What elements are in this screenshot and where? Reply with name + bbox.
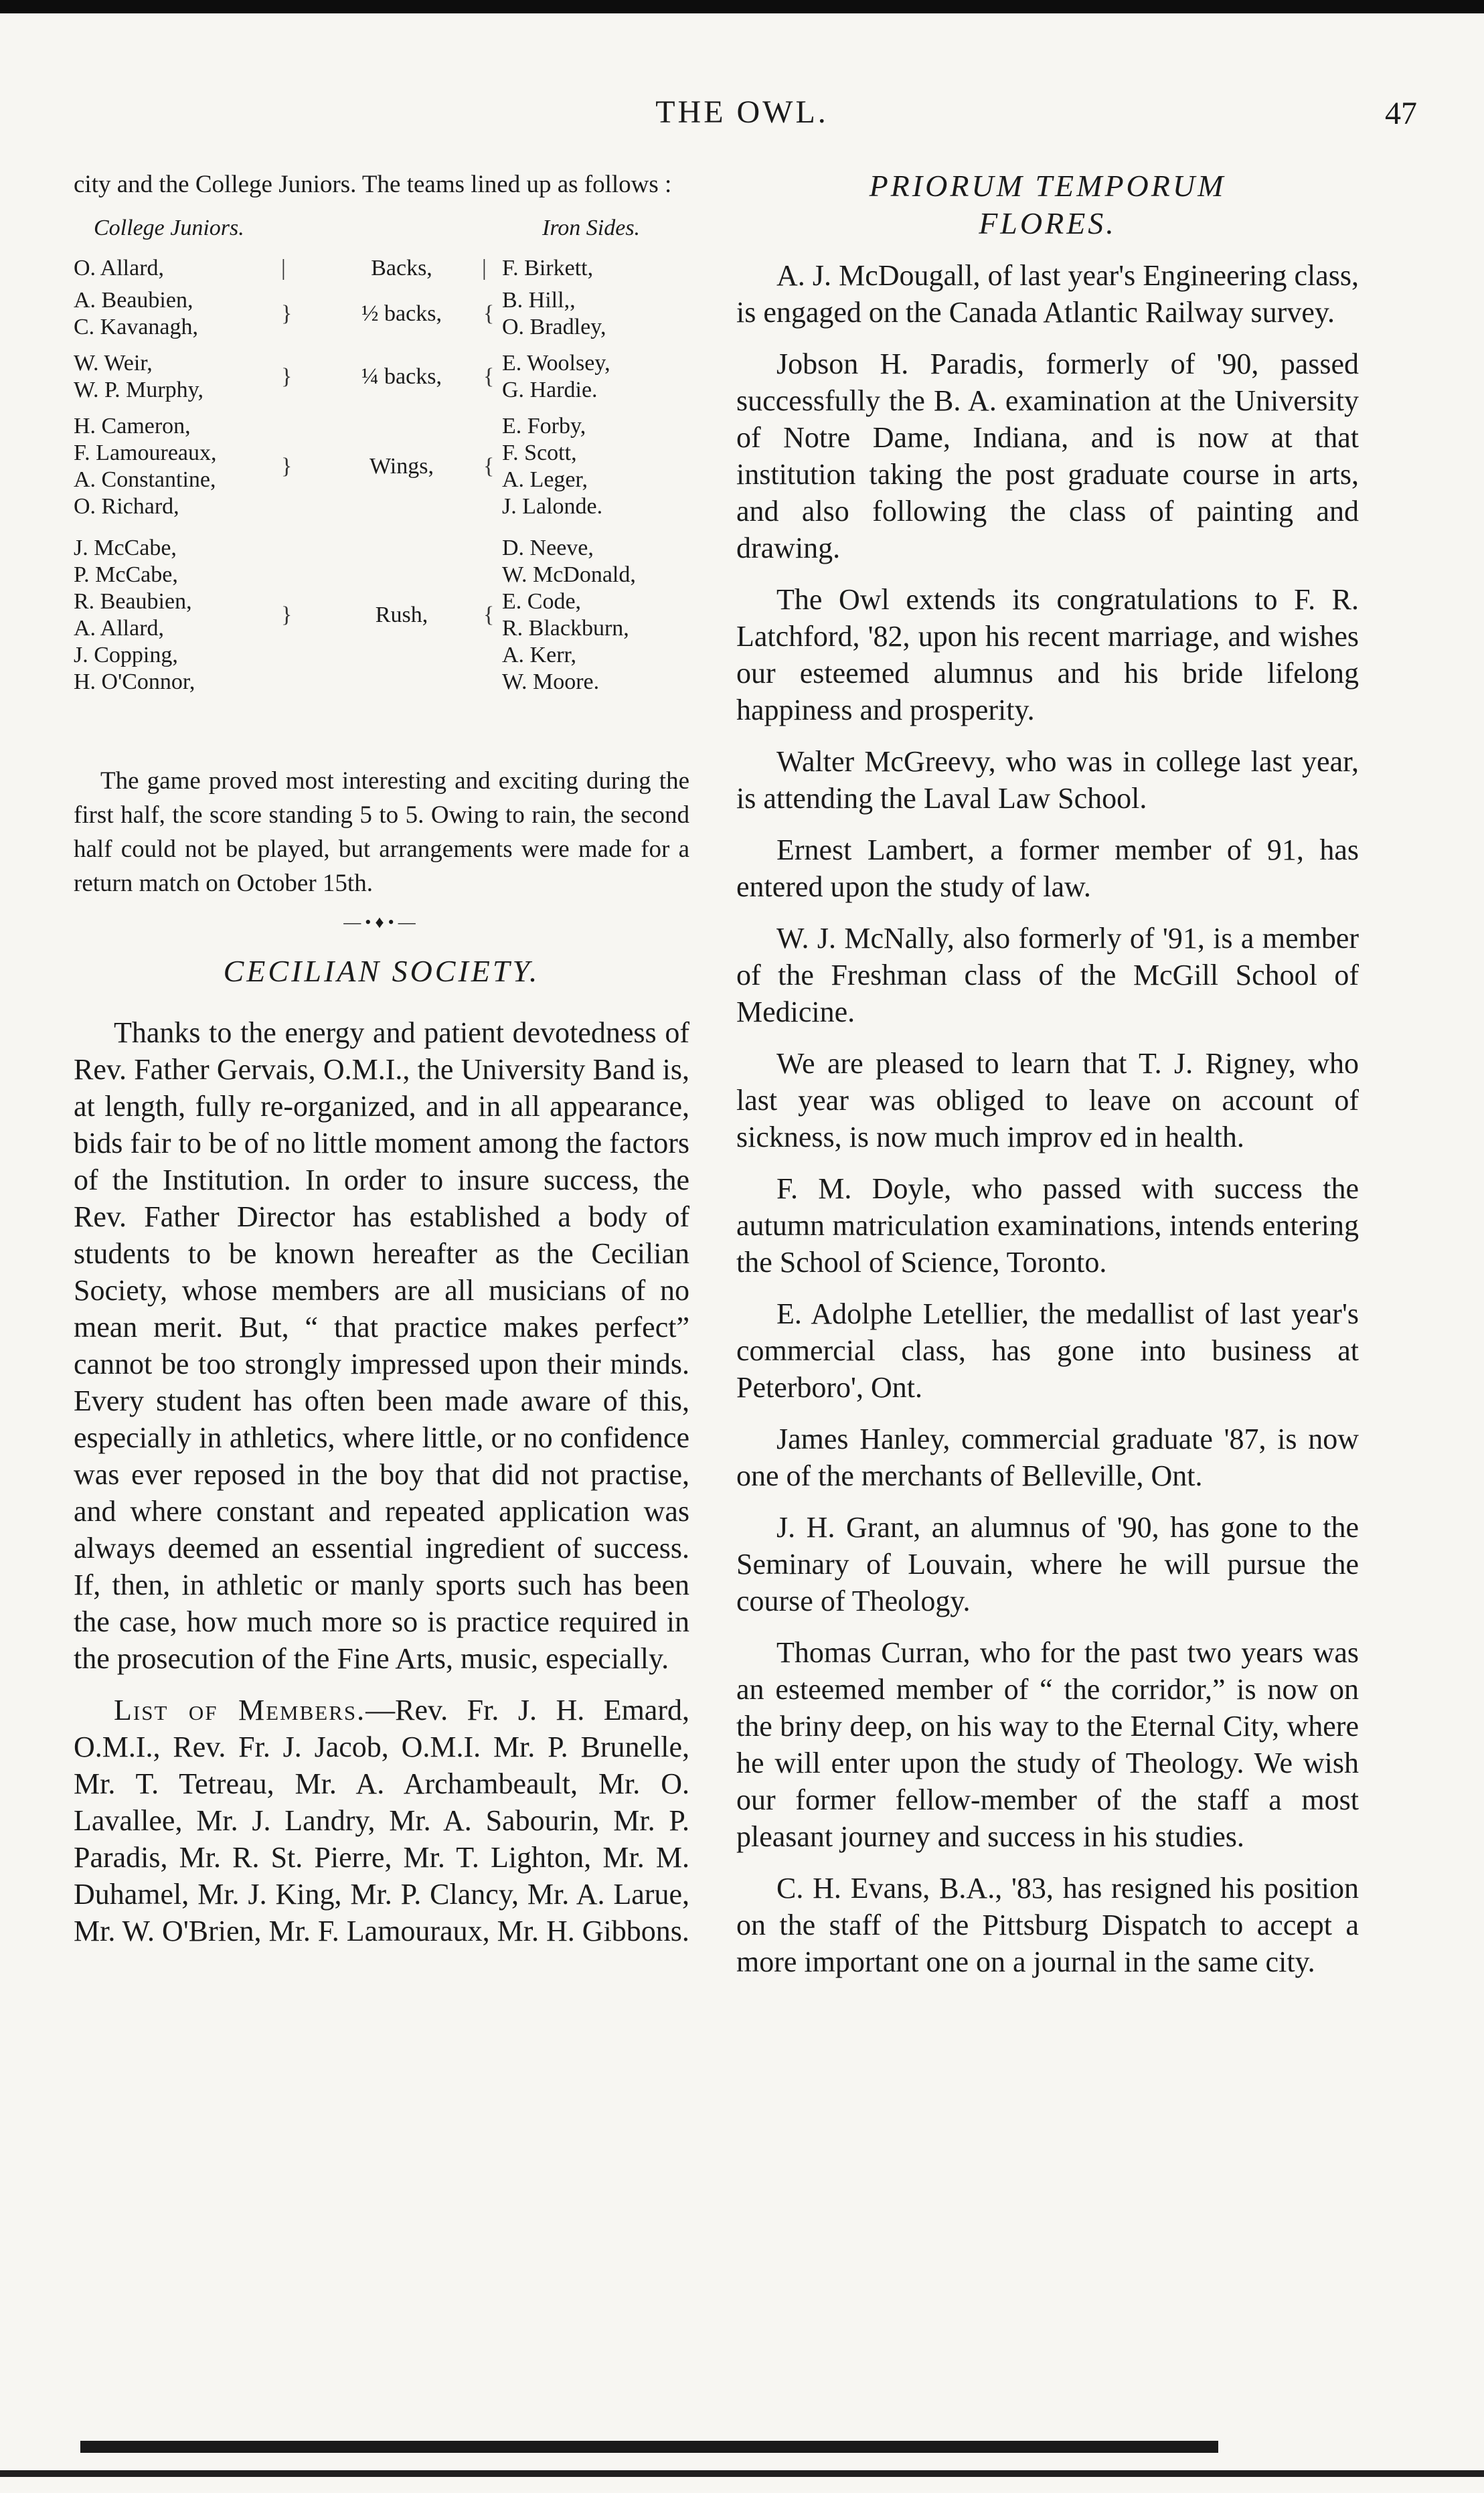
player-name: E. Forby, <box>502 414 586 438</box>
right-column <box>736 167 1359 1995</box>
page-number: 47 <box>1385 96 1417 131</box>
position-label: Rush, <box>375 602 428 627</box>
position-label: ½ backs, <box>361 301 442 326</box>
teams-intro: city and the College Juniors. The teams lined up as follows : <box>74 171 672 198</box>
player-name: A. Beaubien, <box>74 288 193 313</box>
player-name: E. Code, <box>502 589 582 614</box>
members-list-label: List of Members. <box>114 1694 366 1726</box>
news-item: James Hanley, commercial graduate '87, is now one of the merchants of Belleville, Ont. <box>736 1423 1359 1492</box>
player-name: A. Leger, <box>502 467 588 492</box>
player-name: W. Weir, <box>74 351 153 376</box>
top-rule <box>0 0 1484 13</box>
members-list-names: —Rev. Fr. J. H. Emard, O.M.I., Rev. Fr. J. Jacob, O.M.I. Mr. P. Brunelle, Mr. T. Tetreau, Mr. A. Archambeault, Mr. O. Lavallee, Mr. J. Landry, Mr. A. Sabourin, Mr. P. Paradis, Mr. R. St. Pierre, Mr. T. Lighton, Mr. M. Duhamel, Mr. J. King, Mr. P. Clancy, Mr. A. Larue, Mr. W. O'Brien, Mr. F. Lamouraux, Mr. H. Gibbons. <box>74 1694 689 1947</box>
player-name: F. Birkett, <box>502 256 594 280</box>
priorum-heading-line2: FLORES. <box>979 206 1117 240</box>
bottom-rule <box>80 2441 1218 2453</box>
player-name: W. P. Murphy, <box>74 378 203 402</box>
player-name: P. McCabe, <box>74 562 178 587</box>
news-item: E. Adolphe Letellier, the medallist of last year's commercial class, has gone into business at Peterboro', Ont. <box>736 1297 1359 1404</box>
cecilian-society-heading: CECILIAN SOCIETY. <box>223 954 540 988</box>
cecilian-society-paragraph: Thanks to the energy and patient devotedness of Rev. Father Gervais, O.M.I., the University Band is, at length, fully re-organized, and in all appearance, bids fair to be of no little moment among the factors of the Institution. In order to insure success, the Rev. Father Director has established a body of students to be known hereafter as the Cecilian Society, whose members are all musicians of no mean merit. But, “ that practice makes perfect” cannot be too strongly impressed upon their minds. Every student has often been made aware of this, especially in athletics, where little, or no confidence was ever reposed in the boy that did not practise, and where constant and repeated application was always deemed an essential ingredient of success. If, then, in athletic or manly sports such has been the case, how much more so is practice required in the prosecution of the Fine Arts, music, especially. <box>74 1016 689 1675</box>
player-name: G. Hardie. <box>502 378 598 402</box>
news-item: C. H. Evans, B.A., '83, has resigned his position on the staff of the Pittsburg Dispatch to accept a more important one on a journal in the same city. <box>736 1872 1359 1978</box>
teams-lineup: College Juniors. Iron Sides. O. Allard, | Backs, | F. Birkett, A. Beaubien, C. Kavanagh, } ½ backs, { B. Hill,, O. Bradley, W. Weir, W. P. Murphy, } ¼ backs, { E. Woolsey, G. Hardie. H. Cameron, F. Lamoureaux, A. Constantine, O. Richard, } Wings, { E. Forby, F. Scott, A. Leger, J. Lalonde. J. McCabe, P. McCabe, R. Beaubien, A. Allard, J. Copping, H. O'Connor, } Rush, { D. Neeve, W. McDonald, E. Code, R. Blackburn, A. Kerr, W. Moore. <box>74 208 689 764</box>
player-name: R. Blackburn, <box>502 616 629 641</box>
news-item: A. J. McDougall, of last year's Engineering class, is engaged on the Canada Atlantic Railway survey. <box>736 259 1359 329</box>
player-name: E. Woolsey, <box>502 351 610 376</box>
ornament-divider: —•♦•— <box>343 912 420 932</box>
position-label: Wings, <box>369 454 434 479</box>
player-name: F. Scott, <box>502 440 577 465</box>
news-item: F. M. Doyle, who passed with success the autumn matriculation examinations, intends entering the School of Science, Toronto. <box>736 1172 1359 1279</box>
player-name: A. Constantine, <box>74 467 216 492</box>
news-item: J. H. Grant, an alumnus of '90, has gone to the Seminary of Louvain, where he will pursue the course of Theology. <box>736 1511 1359 1617</box>
player-name: J. Lalonde. <box>502 494 603 519</box>
player-name: J. McCabe, <box>74 536 177 560</box>
running-head: THE OWL. <box>655 94 829 130</box>
player-name: C. Kavanagh, <box>74 315 199 339</box>
bottom-edge-rule <box>0 2470 1484 2477</box>
player-name: H. O'Connor, <box>74 669 195 694</box>
news-item: We are pleased to learn that T. J. Rigney, who last year was obliged to leave on account of sickness, is now much improv ed in health. <box>736 1047 1359 1153</box>
player-name: O. Richard, <box>74 494 179 519</box>
news-item: Jobson H. Paradis, formerly of '90, passed successfully the B. A. examination at the University of Notre Dame, Indiana, and is now at that institution taking the post graduate course in arts, and also following the class of painting and drawing. <box>736 347 1359 564</box>
player-name: A. Kerr, <box>502 643 576 667</box>
player-name: D. Neeve, <box>502 536 594 560</box>
position-label: Backs, <box>371 256 432 280</box>
news-item: The Owl extends its congratulations to F. R. Latchford, '82, upon his recent marriage, and wishes our esteemed alumnus and his bride lifelong happiness and prosperity. <box>736 583 1359 726</box>
college-juniors-header: College Juniors. <box>94 216 244 240</box>
iron-sides-header: Iron Sides. <box>542 216 641 240</box>
news-item: Ernest Lambert, a former member of 91, has entered upon the study of law. <box>736 833 1359 903</box>
player-name: J. Copping, <box>74 643 178 667</box>
player-name: O. Bradley, <box>502 315 606 339</box>
player-name: F. Lamoureaux, <box>74 440 217 465</box>
player-name: H. Cameron, <box>74 414 191 438</box>
members-list <box>74 1692 689 1949</box>
player-name: W. McDonald, <box>502 562 636 587</box>
news-item: W. J. McNally, also formerly of '91, is a member of the Freshman class of the McGill School of Medicine. <box>736 922 1359 1028</box>
player-name: A. Allard, <box>74 616 165 641</box>
news-item: Thomas Curran, who for the past two years was an esteemed member of “ the corridor,” is now on the briny deep, on his way to the Eternal City, where he will enter upon the study of Theology. We wish our former fellow-member of the staff a most pleasant journey and success in his studies. <box>736 1636 1359 1853</box>
left-column <box>74 167 689 1964</box>
player-name: R. Beaubien, <box>74 589 192 614</box>
game-report: The game proved most interesting and exciting during the first half, the score standing 5 to 5. Owing to rain, the second half could not be played, but arrangements were made for a return match on October 15th. <box>74 767 689 897</box>
priorum-heading-line1: PRIORUM TEMPORUM <box>869 169 1226 203</box>
player-name: O. Allard, <box>74 256 165 280</box>
player-name: B. Hill,, <box>502 288 576 313</box>
position-label: ¼ backs, <box>361 364 442 389</box>
news-item: Walter McGreevy, who was in college last year, is attending the Laval Law School. <box>736 745 1359 815</box>
player-name: W. Moore. <box>502 669 600 694</box>
